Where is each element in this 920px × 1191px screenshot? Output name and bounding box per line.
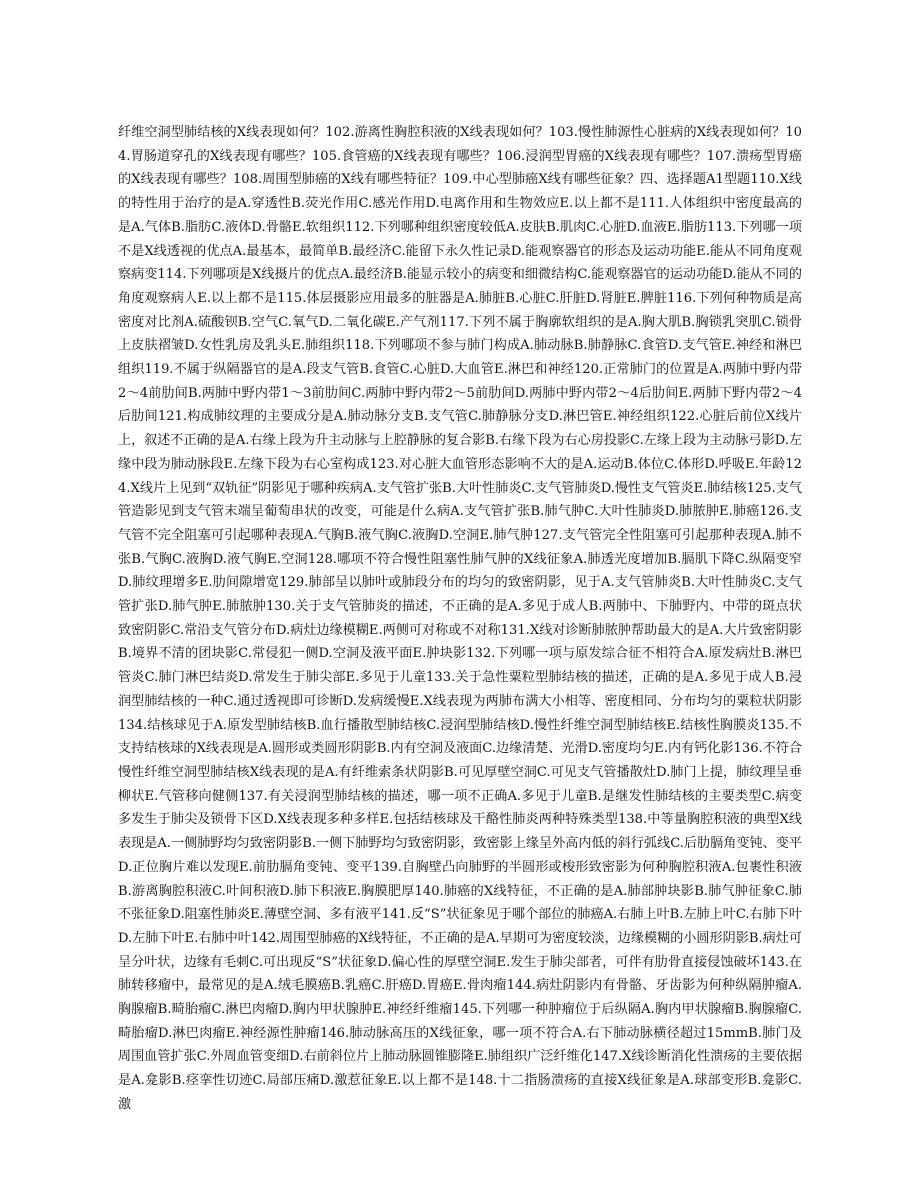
document-body-text: 纤维空洞型肺结核的X线表现如何？102.游离性胸腔积液的X线表现如何？103.慢性肺源性心脏病的X线表现如何？104.胃肠道穿孔的X线表现有哪些？105.食管癌的X线表现有哪些？106.浸润型胃癌的X线表现有哪些？107.溃疡型胃癌的X线表现有哪些？108.周围型肺癌的X线有哪些特征？109.中心型肺癌X线有哪些征象？四、选择题A1型题110.X线的特性用于治疗的是A.穿透性B.荧光作用C.感光作用D.电离作用和生物效应E.以上都不是111.人体组织中密度最高的是A.气体B.脂肪C.液体D.骨骼E.软组织112.下列哪种组织密度较低A.皮肤B.肌肉C.心脏D.血液E.脂肪113.下列哪一项不是X线透视的优点A.最基本，最简单B.最经济C.能留下永久性记录D.能观察器官的形态及运动功能E.能从不同角度观察病变114.下列哪项是X线摄片的优点A.最经济B.能显示较小的病变和细微结构C.能观察器官的运动功能D.能从不同的角度观察病人E.以上都不是115.体层摄影应用最多的脏器是A.肺脏B.心脏C.肝脏D.肾脏E.脾脏116.下列何种物质是高密度对比剂A.硫酸钡B.空气C.氧气D.二氧化碳E.产气剂117.下列不属于胸廓软组织的是A.胸大肌B.胸锁乳突肌C.锁骨上皮肤褶皱D.女性乳房及乳头E.肺组织118.下列哪项不参与肺门构成A.肺动脉B.肺静脉C.食管D.支气管E.神经和淋巴组织119.不属于纵隔器官的是A.段支气管B.食管C.心脏D.大血管E.淋巴和神经120.正常肺门的位置是A.两肺中野内带2～4前肋间B.两肺中野内带1～3前肋间C.两肺中野内带2～5前肋间D.两肺中野内带2～4后肋间E.两肺下野内带2～4后肋间121.构成肺纹理的主要成分是A.肺动脉分支B.支气管C.肺静脉分支D.淋巴管E.神经组织122.心脏后前位X线片上，叙述不正确的是A.右缘上段为升主动脉与上腔静脉的复合影B.右缘下段为右心房投影C.左缘上段为主动脉弓影D.左缘中段为肺动脉段E.左缘下段为右心室构成123.对心脏大血管形态影响不大的是A.运动B.体位C.体形D.呼吸E.年龄124.X线片上见到“双轨征”阴影见于哪种疾病A.支气管扩张B.大叶性肺炎C.支气管肺炎D.慢性支气管炎E.肺结核125.支气管造影见到支气管末端呈葡萄串状的改变，可能是什么病A.支气管扩张B.肺气肿C.大叶性肺炎D.肺脓肿E.肺癌126.支气管不完全阻塞可引起哪种表现A.气胸B.液气胸C.液胸D.空洞E.肺气肿127.支气管完全性阻塞可引起那种表现A.肺不张B.气胸C.液胸D.液气胸E.空洞128.哪项不符合慢性阻塞性肺气肿的X线征象A.肺透光度增加B.膈肌下降C.纵隔变窄D.肺纹理增多E.肋间隙增宽129.肺部呈以肺叶或肺段分布的均匀的致密阴影，见于A.支气管肺炎B.大叶性肺炎C.支气管扩张D.肺气肿E.肺脓肿130.关于支气管肺炎的描述，不正确的是A.多见于成人B.两肺中、下肺野内、中带的斑点状致密阴影C.常沿支气管分布D.病灶边缘模糊E.两侧可对称或不对称131.X线对诊断肺脓肿帮助最大的是A.大片致密阴影B.境界不清的团块影C.常侵犯一侧D.空洞及液平面E.肿块影132.下列哪一项与原发综合征不相符合A.原发病灶B.淋巴管炎C.肺门淋巴结炎D.常发生于肺尖部E.多见于儿童133.关于急性粟粒型肺结核的描述，正确的是A.多见于成人B.浸润型肺结核的一种C.通过透视即可诊断D.发病缓慢E.X线表现为两肺布满大小相等、密度相同、分布均匀的粟粒状阴影134.结核球见于A.原发型肺结核B.血行播散型肺结核C.浸润型肺结核D.慢性纤维空洞型肺结核E.结核性胸膜炎135.不支持结核球的X线表现是A.圆形或类圆形阴影B.内有空洞及液面C.边缘清楚、光滑D.密度均匀E.内有钙化影136.不符合慢性纤维空洞型肺结核X线表现的是A.有纤维索条状阴影B.可见厚壁空洞C.可见支气管播散灶D.肺门上提，肺纹理呈垂柳状E.气管移向健侧137.有关浸润型肺结核的描述，哪一项不正确A.多见于儿童B.是继发性肺结核的主要类型C.病变多发生于肺尖及锁骨下区D.X线表现多种多样E.包括结核球及干酪性肺炎两种特殊类型138.中等量胸腔积液的典型X线表现是A.一侧肺野均匀致密阴影B.一侧下肺野均匀致密阴影，致密影上缘呈外高内低的斜行弧线C.后肋膈角变钝、变平D.正位胸片难以发现E.前肋膈角变钝、变平139.自胸壁凸向肺野的半圆形或梭形致密影为何种胸腔积液A.包裹性积液B.游离胸腔积液C.叶间积液D.肺下积液E.胸膜肥厚140.肺癌的X线特征，不正确的是A.肺部肿块影B.肺气肿征象C.肺不张征象D.阻塞性肺炎E.薄壁空洞、多有液平141.反“S”状征象见于哪个部位的肺癌A.右肺上叶B.左肺上叶C.右肺下叶D.左肺下叶E.右肺中叶142.周围型肺癌的X线特征，不正确的是A.早期可为密度较淡，边缘模糊的小圆形阴影B.病灶可呈分叶状，边缘有毛刺C.可出现反“S”状征象D.偏心性的厚壁空洞E.发生于肺尖部者，可伴有肋骨直接侵蚀破坏143.在肺转移瘤中，最常见的是A.绒毛膜癌B.乳癌C.肝癌D.胃癌E.骨肉瘤144.病灶阴影内有骨骼、牙齿影为何种纵隔肿瘤A.胸腺瘤B.畸胎瘤C.淋巴肉瘤D.胸内甲状腺肿E.神经纤维瘤145.下列哪一种肿瘤位于后纵隔A.胸内甲状腺瘤B.胸腺瘤C.畸胎瘤D.淋巴肉瘤E.神经源性肿瘤146.肺动脉高压的X线征象，哪一项不符合A.右下肺动脉横径超过15mmB.肺门及周围血管扩张C.外周血管变细D.右前斜位片上肺动脉圆锥膨隆E.肺组织广泛纤维化147.X线诊断消化性溃疡的主要依据是A.龛影B.痉挛性切迹C.局部压痛D.激惹征象E.以上都不是148.十二指肠溃疡的直接X线征象是A.球部变形B.龛影C.激 [118,125,802,1112]
document-page [118,121,802,1117]
